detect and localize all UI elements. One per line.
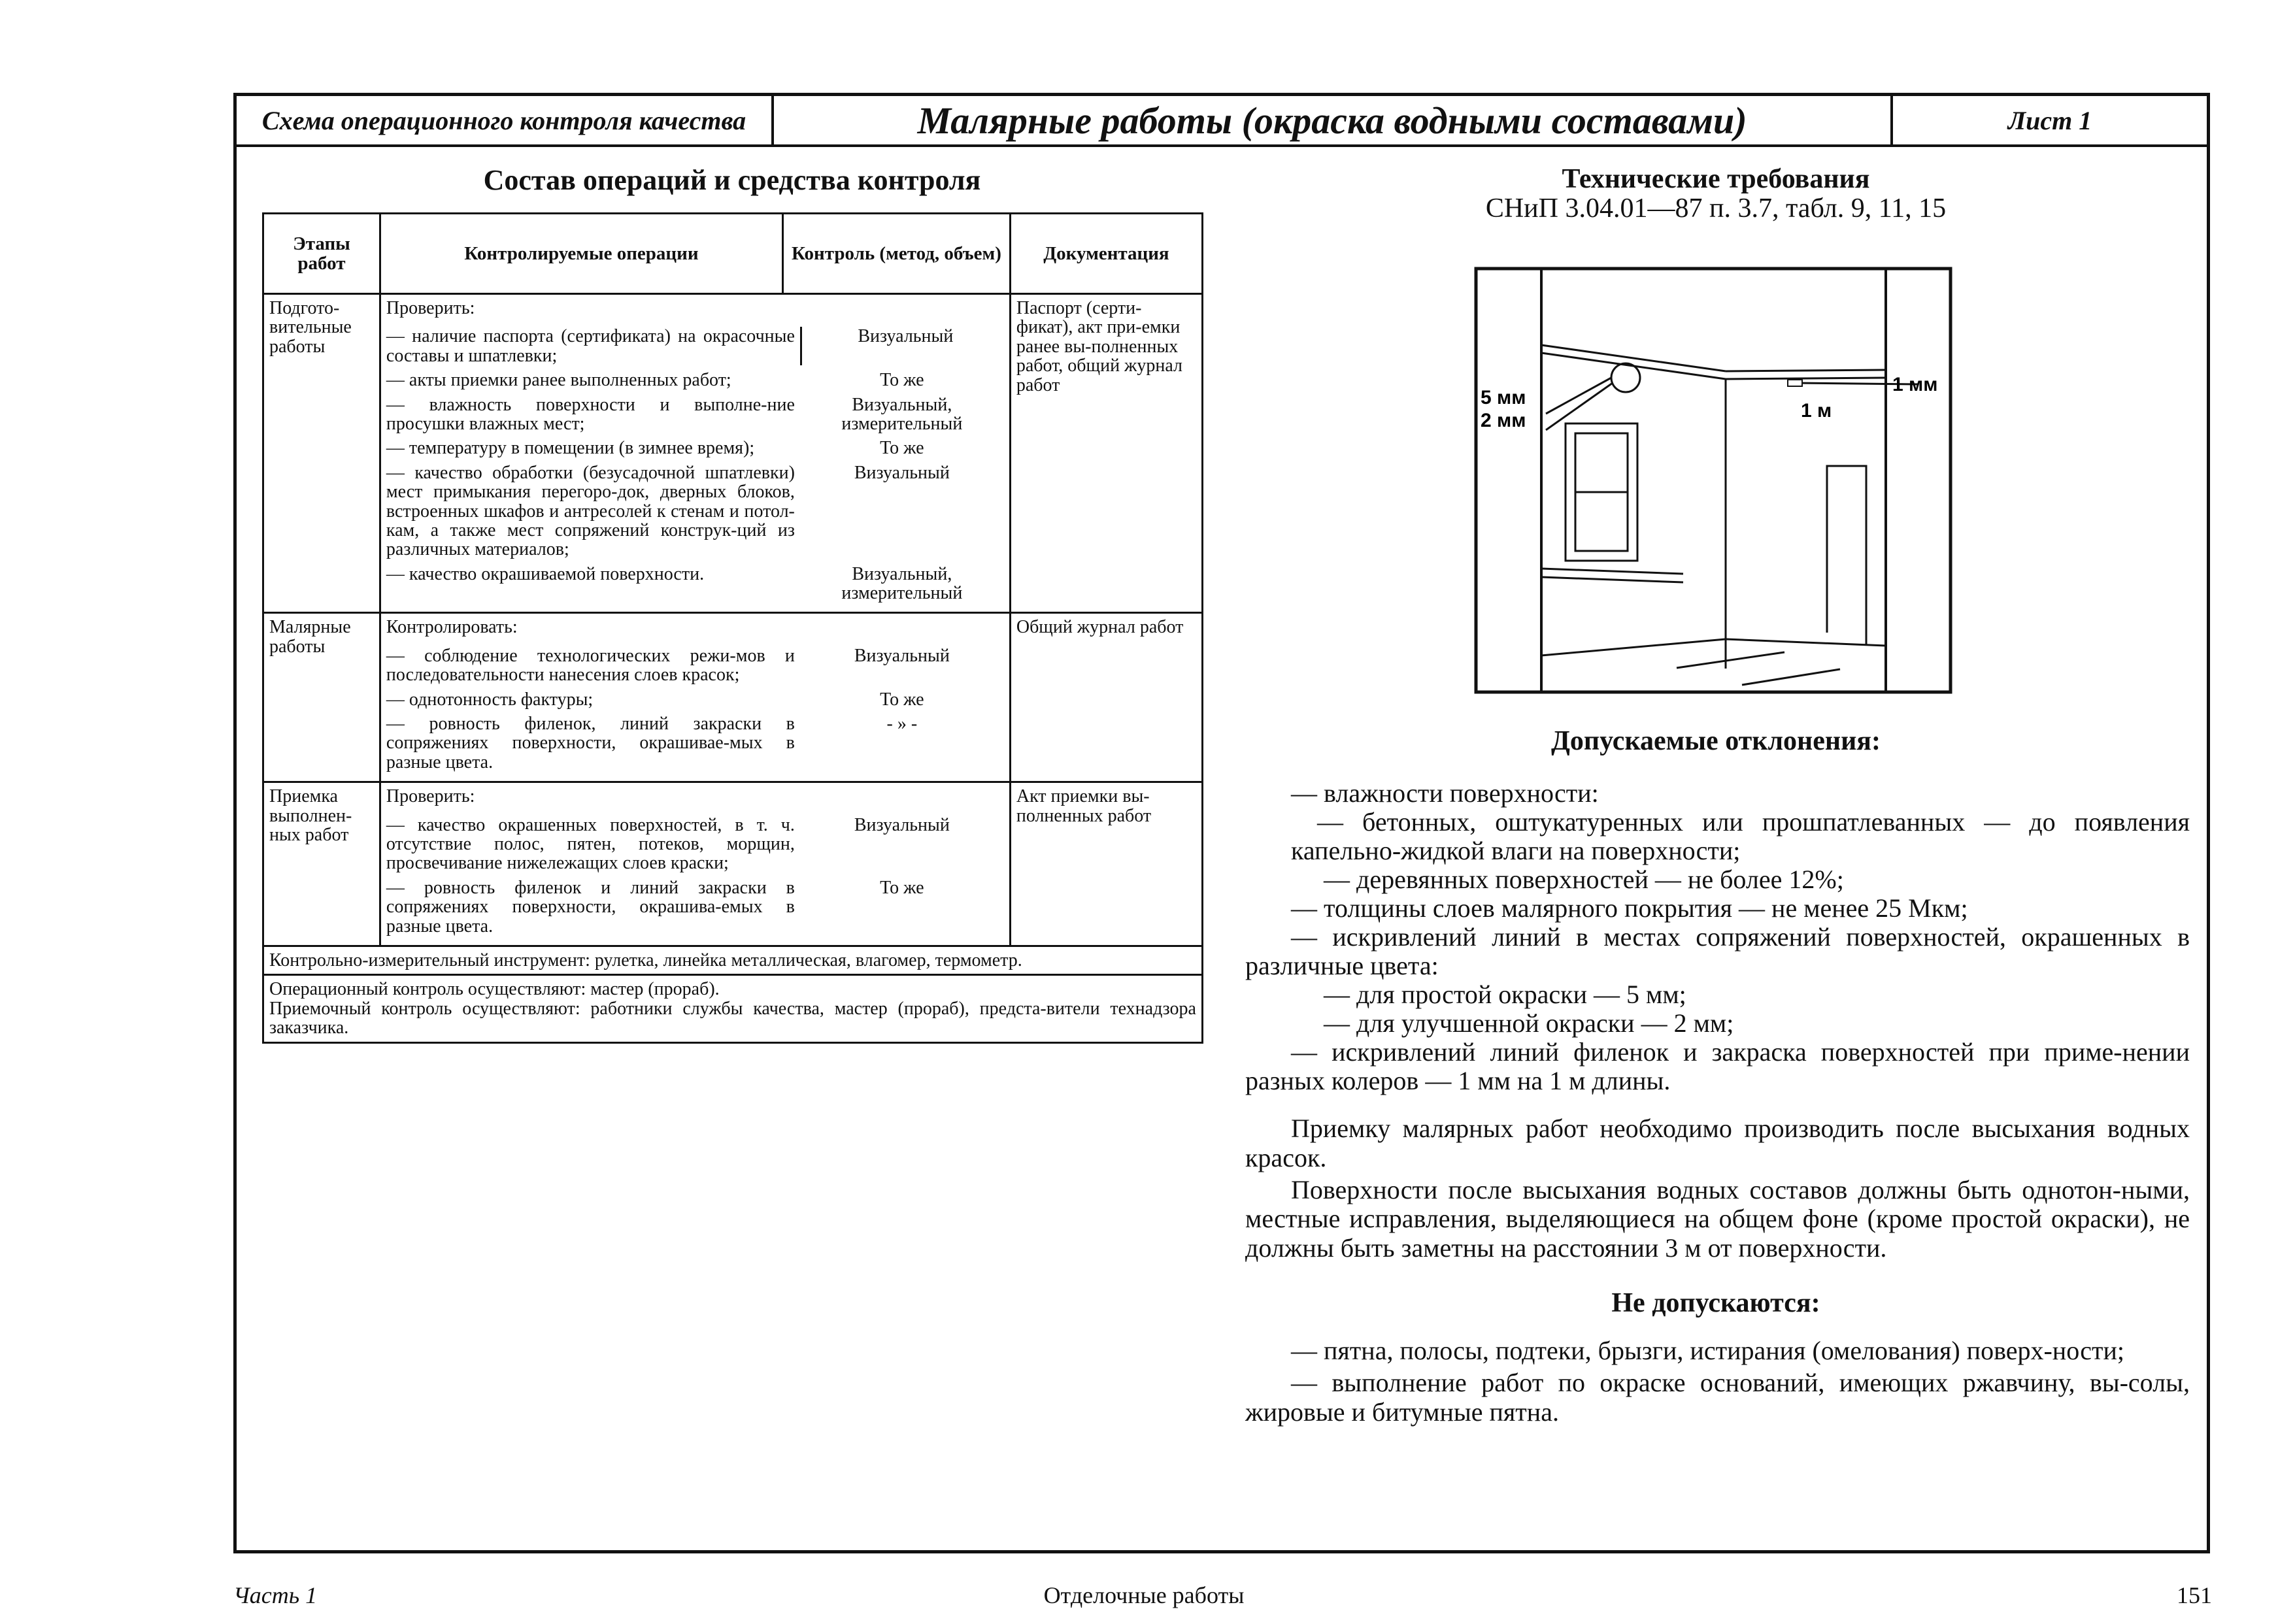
ops-intro: Контролировать:	[386, 617, 518, 638]
list-item: — пятна, полосы, подтеки, брызги, истирания (омелования) поверх-ности;	[1291, 1336, 2124, 1365]
sheet-header	[237, 96, 2207, 147]
not-allowed-title: Не допускаются:	[1611, 1288, 1820, 1318]
list-item: — искривлений линий в местах сопряжений поверхностей, окрашенных в различные цвета:	[1245, 922, 2190, 980]
label-2mm: 2 мм	[1481, 410, 1526, 431]
list-item: — толщины слоев малярного покрытия — не менее 25 Мкм;	[1291, 893, 1968, 923]
ctl-text: - » -	[886, 714, 918, 735]
list-item: — для простой окраски — 5 мм;	[1324, 980, 1686, 1009]
room-illustration	[1474, 267, 1952, 694]
op-text: — акты приемки ранее выполненных работ;	[386, 370, 731, 391]
ctl-text: Визуальный	[854, 645, 950, 666]
ops-intro: Проверить:	[386, 786, 475, 807]
ctl-text: Визуальный, измерительный	[841, 394, 963, 434]
stage-cell: Приемка выполнен-ных работ	[263, 782, 380, 946]
control-line: Операционный контроль осуществляют: мастер (прораб).	[269, 979, 720, 1000]
list-item	[386, 439, 1009, 457]
ctl-text: То же	[880, 877, 924, 898]
not-allowed-list	[1245, 1336, 2190, 1429]
list-item	[386, 395, 1009, 434]
list-item: — влажности поверхности:	[1291, 778, 1599, 808]
ctl-text: То же	[880, 689, 924, 710]
table-row	[263, 975, 1203, 1042]
deviations-title: Допускаемые отклонения:	[1551, 726, 1881, 756]
list-item: — деревянных поверхностей — не более 12%;	[1324, 865, 1844, 894]
ctl-text: То же	[880, 438, 924, 459]
op-text: — ровность филенок и линий закраски в сопряжениях поверхности, окрашива-емых в разные цвета.	[386, 877, 795, 936]
ops-cell	[380, 613, 1010, 782]
doc-cell: Общий журнал работ	[1010, 613, 1202, 782]
col-header-control: Контроль (метод, объем)	[783, 214, 1011, 294]
header-scheme-title: Схема операционного контроля качества	[237, 96, 774, 144]
operations-table	[262, 212, 1203, 1044]
op-text: — качество окрашиваемой поверхности.	[386, 563, 705, 584]
table-row	[263, 294, 1203, 613]
list-item	[386, 878, 1009, 936]
list-item: — искривлений линий филенок и закраска поверхностей при приме-нении разных колеров — 1 мм на 1 м длины.	[1245, 1037, 2190, 1095]
requirements-reference: СНиП 3.04.01—87 п. 3.7, табл. 9, 11, 15	[1485, 193, 1947, 224]
op-text: — качество обработки (безусадочной шпатлевки) мест примыкания перегоро-док, дверных блоков, встроенных шкафов и антресолей к стенам и потол-кам, а также мест сопряжений конструк-ций из различных материалов;	[386, 462, 795, 560]
ctl-text: Визуальный	[858, 326, 954, 347]
label-1mm: 1 мм	[1892, 374, 1938, 395]
control-line: Приемочный контроль осуществляют: работники службы качества, мастер (прораб), предста-вители технадзора заказчика.	[269, 998, 1196, 1038]
ops-cell	[380, 782, 1010, 946]
acceptance-paragraphs	[1245, 1114, 2190, 1266]
op-text: — температуру в помещении (в зимнее время);	[386, 438, 755, 459]
operations-title: Состав операций и средства контроля	[483, 164, 981, 196]
op-text: — влажность поверхности и выполне-ние просушки влажных мест;	[386, 394, 795, 434]
stage-cell: Подгото-вительные работы	[263, 294, 380, 613]
list-item	[386, 816, 1009, 873]
header-work-title: Малярные работы (окраска водными составами)	[774, 96, 1893, 144]
list-item	[386, 463, 1009, 559]
label-1m: 1 м	[1801, 400, 1832, 422]
list-item	[386, 714, 1009, 772]
label-5mm: 5 мм	[1481, 387, 1526, 408]
list-item	[386, 565, 1009, 603]
paragraph: Приемку малярных работ необходимо производить после высыхания водных красок.	[1245, 1114, 2190, 1172]
deviation-marker	[1788, 380, 1802, 386]
requirements-title: Технические требования	[1562, 164, 1870, 194]
instrument-note: Контрольно-измерительный инструмент: рулетка, линейка металлическая, влагомер, термометр.	[263, 946, 1203, 974]
table-row	[263, 946, 1203, 974]
ctl-text: Визуальный	[854, 462, 950, 483]
col-header-stage: Этапы работ	[263, 214, 380, 294]
ctl-text: То же	[880, 370, 924, 391]
list-item	[386, 646, 1009, 685]
col-header-docs: Документация	[1010, 214, 1202, 294]
page-number: 151	[2177, 1582, 2212, 1608]
ops-cell	[380, 294, 1010, 613]
list-item: — бетонных, оштукатуренных или прошпатлеванных — до появления капельно-жидкой влаги на поверхности;	[1291, 807, 2190, 865]
paragraph: Поверхности после высыхания водных составов должны быть однотон-ными, местные исправления, выделяющиеся на общем фоне (кроме простой окраски), не должны быть заметны на расстоянии 3 м от поверхности.	[1245, 1174, 2190, 1263]
ctl-text: Визуальный	[854, 814, 950, 835]
op-text: — качество окрашенных поверхностей, в т. ч. отсутствие полос, пятен, потеков, морщин, просвечивание нижележащих слоев краски;	[386, 814, 795, 874]
stage-cell: Малярные работы	[263, 613, 380, 782]
table-header-row	[263, 214, 1203, 294]
table-row	[263, 613, 1203, 782]
table-row	[263, 782, 1203, 946]
doc-cell: Паспорт (серти-фикат), акт при-емки ранее вы-полненных работ, общий журнал работ	[1010, 294, 1202, 613]
list-item	[386, 371, 1009, 389]
control-note	[263, 975, 1203, 1042]
footer-section: Отделочные работы	[1043, 1582, 1245, 1608]
doc-cell: Акт приемки вы-полненных работ	[1010, 782, 1202, 946]
col-header-operations: Контролируемые операции	[380, 214, 782, 294]
figure-border	[1476, 269, 1951, 692]
op-text: — ровность филенок, линий закраски в сопряжениях поверхности, окрашивае-мых в разные цвета.	[386, 714, 795, 772]
list-item	[386, 327, 1009, 365]
list-item: — для улучшенной окраски — 2 мм;	[1324, 1008, 1734, 1038]
footer-part: Часть 1	[233, 1582, 318, 1608]
ctl-text: Визуальный, измерительный	[841, 563, 963, 604]
list-item	[386, 690, 1009, 709]
list-item: — выполнение работ по окраске оснований, имеющих ржавчину, вы-солы, жировые и битумные пятна.	[1245, 1367, 2190, 1427]
ops-intro: Проверить:	[386, 298, 475, 318]
op-text: — однотонность фактуры;	[386, 689, 594, 710]
deviations-list	[1245, 779, 2190, 1095]
header-sheet-number: Лист 1	[2007, 105, 2092, 135]
op-text: — наличие паспорта (сертификата) на окрасочные составы и шпатлевки;	[386, 326, 795, 366]
op-text: — соблюдение технологических режи-мов и последовательности нанесения слоев красок;	[386, 645, 795, 686]
